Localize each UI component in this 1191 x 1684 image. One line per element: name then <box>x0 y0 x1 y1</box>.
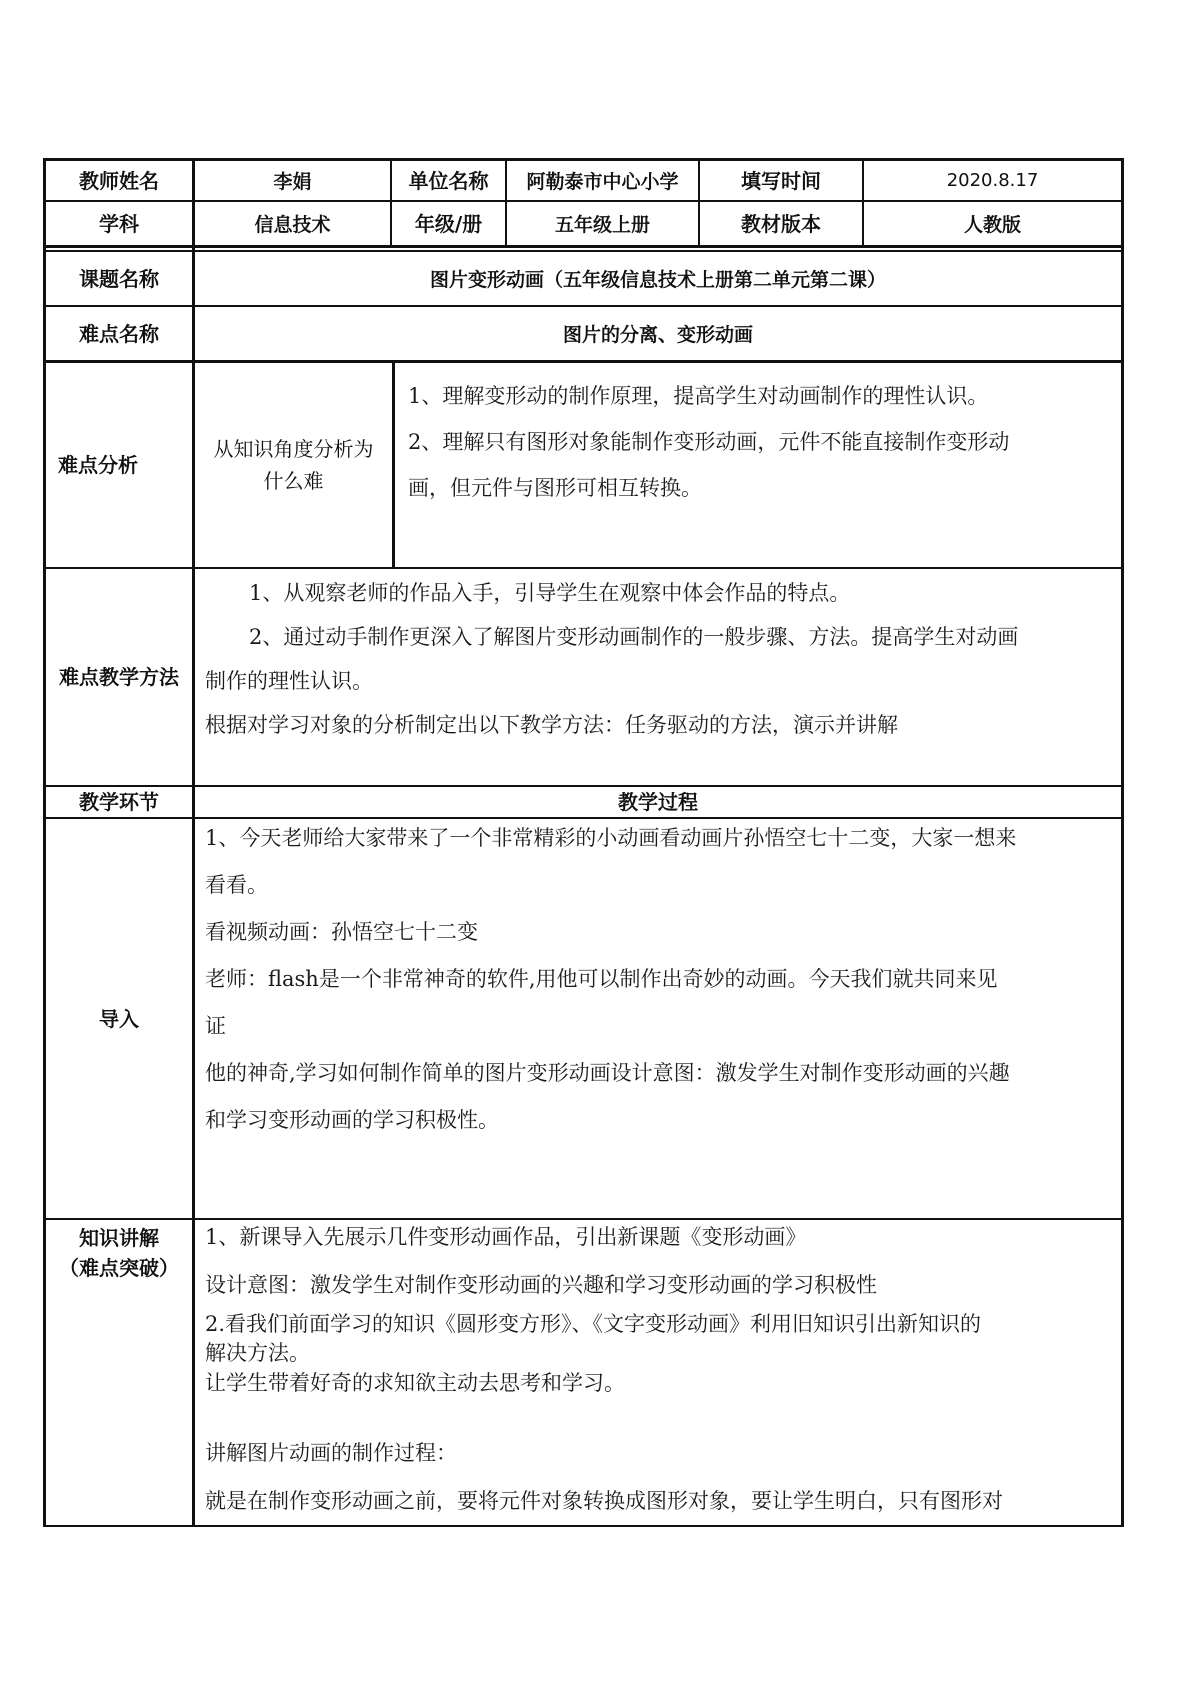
knowledge-label-line2: （难点突破） <box>59 1256 179 1280</box>
analysis-sub-label-line1: 从知识角度分析为 <box>213 437 374 461</box>
unit-name-value: 阿勒泰市中心小学 <box>526 171 679 193</box>
intro-line: 他的神奇,学习如何制作简单的图片变形动画设计意图：激发学生对制作变形动画的兴趣 <box>205 1061 1010 1085</box>
intro-content <box>205 822 1117 1151</box>
intro-line: 老师：flash是一个非常神奇的软件,用他可以制作出奇妙的动画。今天我们就共同来见 <box>205 967 998 991</box>
analysis-line: 1、理解变形动的制作原理，提高学生对动画制作的理性认识。 <box>408 384 989 408</box>
difficulty-value: 图片的分离、变形动画 <box>562 324 753 346</box>
stage-header: 教学环节 <box>79 790 159 814</box>
knowledge-line: 让学生带着好奇的求知欲主动去思考和学习。 <box>205 1371 625 1395</box>
method-line: 2、通过动手制作更深入了解图片变形动画制作的一般步骤、方法。提高学生对动画 <box>249 625 1019 649</box>
knowledge-line: 就是在制作变形动画之前，要将元件对象转换成图形对象，要让学生明白，只有图形对 <box>205 1489 1003 1513</box>
teacher-name-value: 李娟 <box>273 171 312 193</box>
process-header: 教学过程 <box>618 790 698 814</box>
method-line: 1、从观察老师的作品入手，引导学生在观察中体会作品的特点。 <box>249 581 851 605</box>
analysis-sub-label-line2: 什么难 <box>263 469 324 493</box>
intro-line: 证 <box>205 1014 226 1038</box>
analysis-label: 难点分析 <box>58 453 138 477</box>
knowledge-line: 1、新课导入先展示几件变形动画作品，引出新课题《变形动画》 <box>205 1225 807 1249</box>
subject-value: 信息技术 <box>254 214 331 236</box>
subject-label: 学科 <box>99 211 139 236</box>
intro-line: 看视频动画：孙悟空七十二变 <box>205 920 478 944</box>
analysis-content <box>408 380 1118 518</box>
grade-label: 年级/册 <box>414 211 483 236</box>
method-line: 制作的理性认识。 <box>205 669 373 693</box>
method-content <box>205 577 1117 753</box>
intro-label: 导入 <box>99 1006 139 1031</box>
knowledge-content <box>205 1222 1117 1516</box>
unit-name-label: 单位名称 <box>408 168 489 193</box>
edition-value: 人教版 <box>963 214 1021 236</box>
topic-value: 图片变形动画（五年级信息技术上册第二单元第二课） <box>429 269 886 291</box>
edition-label: 教材版本 <box>741 211 821 236</box>
topic-label: 课题名称 <box>79 266 159 291</box>
knowledge-label <box>46 1222 192 1284</box>
analysis-sub-label <box>195 363 392 567</box>
intro-line: 和学习变形动画的学习积极性。 <box>205 1108 499 1132</box>
fill-date-label: 填写时间 <box>741 168 821 193</box>
fill-date-value: 2020.8.17 <box>946 170 1039 191</box>
knowledge-line: 设计意图：激发学生对制作变形动画的兴趣和学习变形动画的学习积极性 <box>205 1273 877 1297</box>
difficulty-label: 难点名称 <box>79 321 159 346</box>
analysis-line: 画，但元件与图形可相互转换。 <box>408 476 702 500</box>
method-label: 难点教学方法 <box>59 665 179 689</box>
knowledge-line: 讲解图片动画的制作过程： <box>205 1441 457 1465</box>
knowledge-label-line1: 知识讲解 <box>79 1226 159 1250</box>
analysis-line: 2、理解只有图形对象能制作变形动画，元件不能直接制作变形动 <box>408 430 1010 454</box>
teacher-name-label: 教师姓名 <box>79 168 159 193</box>
grade-value: 五年级上册 <box>554 214 650 236</box>
intro-line: 1、今天老师给大家带来了一个非常精彩的小动画看动画片孙悟空七十二变，大家一想来 <box>205 826 1017 850</box>
knowledge-line: 2.看我们前面学习的知识《圆形变方形》、《文字变形动画》利用旧知识引出新知识的 <box>205 1312 982 1336</box>
intro-line: 看看。 <box>205 873 268 897</box>
knowledge-line: 解决方法。 <box>205 1341 310 1365</box>
method-line: 根据对学习对象的分析制定出以下教学方法：任务驱动的方法，演示并讲解 <box>205 713 898 737</box>
